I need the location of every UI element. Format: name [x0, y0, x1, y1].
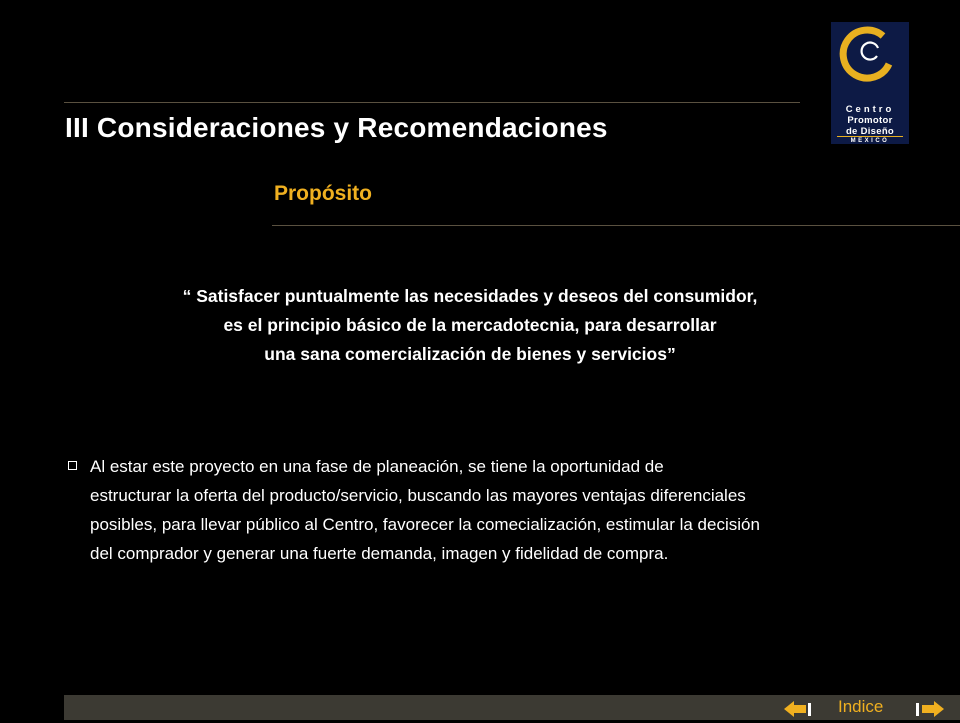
prev-slide-button[interactable]	[782, 700, 814, 718]
page-title: III Consideraciones y Recomendaciones	[65, 112, 608, 143]
quote-line: “ Satisfacer puntualmente las necesidades y deseos del consumidor,	[182, 286, 758, 306]
arrow-right-icon	[914, 700, 946, 718]
checkbox-bullet-icon	[68, 461, 77, 470]
quote-line: una sana comercialización de bienes y servicios”	[264, 344, 676, 364]
bullet-line: posibles, para llevar público al Centro, favorecer la comecialización, estimular la decisión	[90, 515, 760, 534]
logo-line-2: Promotor	[847, 115, 893, 126]
logo-line-1: Centro	[845, 104, 895, 115]
bullet-line: estructurar la oferta del producto/servicio, buscando las mayores ventajas diferenciales	[90, 486, 746, 505]
logo-line-3: de Diseño	[845, 126, 895, 137]
logo-ring-icon	[831, 22, 909, 104]
logo-wordmark	[831, 104, 909, 137]
section-divider	[272, 225, 960, 226]
bullet-line: del comprador y generar una fuerte demanda, imagen y fidelidad de compra.	[90, 544, 669, 563]
index-link[interactable]: Indice	[838, 697, 884, 716]
quote-block	[60, 282, 880, 369]
arrow-left-icon	[782, 700, 814, 718]
bullet-text	[90, 452, 944, 568]
title-divider	[64, 102, 800, 103]
bullet-line: Al estar este proyecto en una fase de planeación, se tiene la oportunidad de	[90, 457, 664, 476]
logo-country: MEXICO	[837, 136, 903, 146]
section-title: Propósito	[274, 182, 372, 205]
quote-line: es el principio básico de la mercadotecnia, para desarrollar	[223, 315, 717, 335]
footer-bar	[64, 695, 960, 720]
bullet-paragraph	[64, 452, 944, 568]
next-slide-button[interactable]	[914, 700, 946, 718]
logo	[831, 22, 909, 144]
